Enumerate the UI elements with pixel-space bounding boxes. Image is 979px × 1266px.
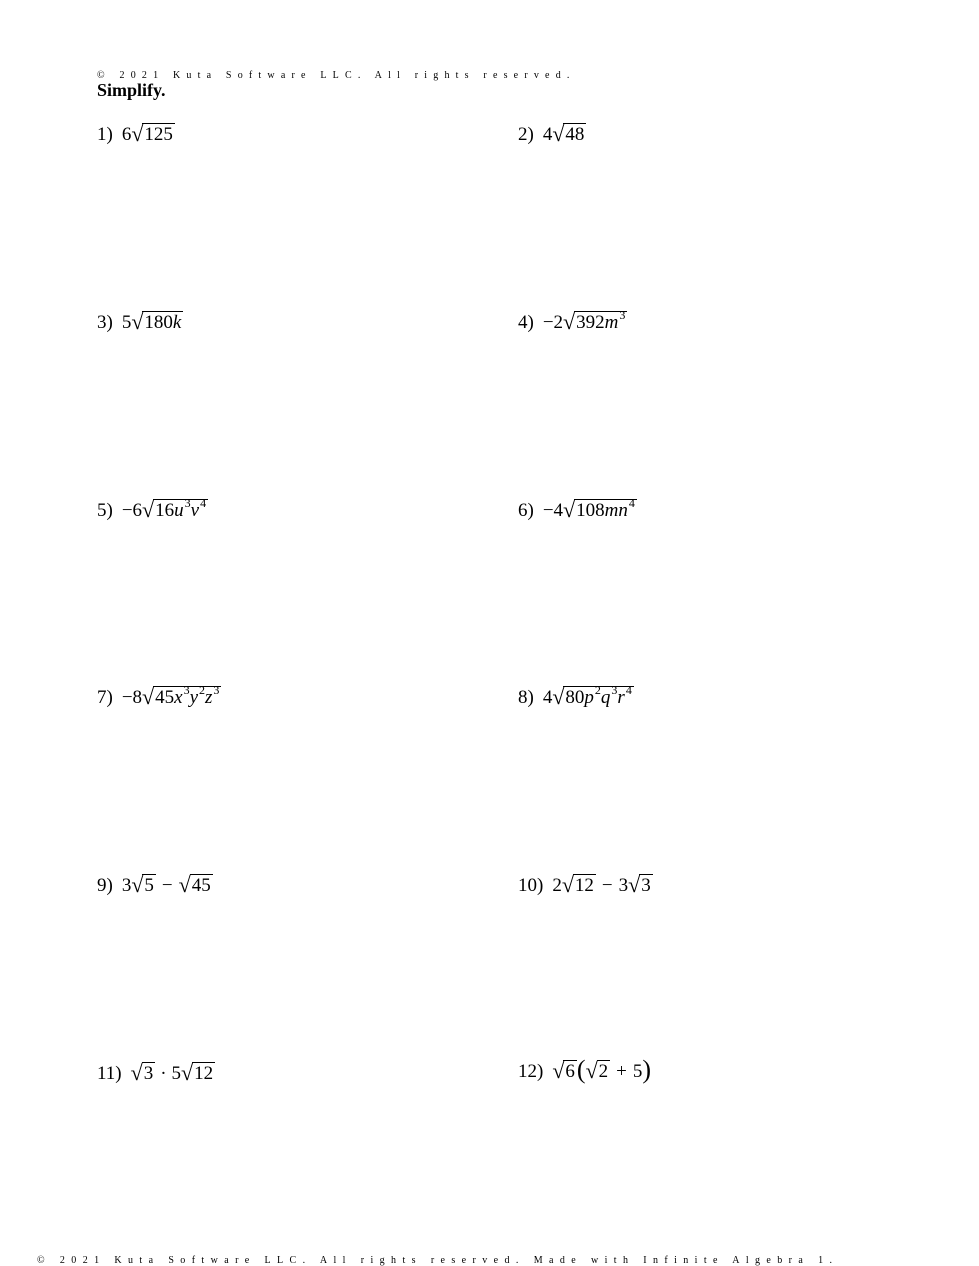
problem-number: 5) <box>97 500 113 521</box>
problem-number: 6) <box>518 500 534 521</box>
problem-number: 8) <box>518 687 534 708</box>
coefficient: 3 <box>121 875 132 896</box>
radical-sign-icon: √ <box>563 497 576 522</box>
coefficient: 4 <box>542 124 553 145</box>
radicand: 6 <box>565 1061 575 1083</box>
coefficient: 3 <box>618 875 629 896</box>
radical <box>563 310 627 332</box>
instructions-heading: Simplify. <box>97 80 166 100</box>
radical-sign-icon: √ <box>131 872 144 897</box>
radicand: 48 <box>565 124 585 145</box>
problem-number: 4) <box>518 312 534 333</box>
problem-number: 11) <box>97 1063 122 1084</box>
radical-sign-icon: √ <box>142 497 155 522</box>
problem-6 <box>518 498 637 520</box>
coefficient: −8 <box>121 687 143 708</box>
problem-number: 3) <box>97 312 113 333</box>
radical-sign-icon: √ <box>561 872 574 897</box>
radical-sign-icon: √ <box>181 1060 194 1085</box>
radical <box>131 310 183 332</box>
radicand: 45 <box>191 875 211 896</box>
radical <box>181 1061 215 1083</box>
coefficient: 6 <box>121 124 132 145</box>
problem-1 <box>97 122 175 144</box>
open-paren: ( <box>576 1055 586 1084</box>
radical-sign-icon: √ <box>552 1058 565 1084</box>
problem-number: 2) <box>518 124 534 145</box>
radical-sign-icon: √ <box>130 1060 143 1085</box>
problem-number: 1) <box>97 124 113 145</box>
radical <box>563 498 637 520</box>
coefficient: 5 <box>121 312 132 333</box>
copyright-header: © 2021 Kuta Software LLC. All rights reserved. <box>97 70 576 81</box>
radical <box>552 685 633 707</box>
radical <box>585 1058 611 1084</box>
radicand: $108mn^4$ <box>576 496 635 521</box>
problem-number: 7) <box>97 687 113 708</box>
minus-operator: − <box>161 875 173 896</box>
radicand: 5 <box>144 875 154 896</box>
radical-sign-icon: √ <box>585 1058 598 1084</box>
problem-number: 9) <box>97 875 113 896</box>
radical <box>562 873 596 895</box>
multiply-operator: · <box>160 1063 167 1084</box>
radical-sign-icon: √ <box>552 684 565 709</box>
problem-11 <box>97 1061 215 1083</box>
problem-number: 10) <box>518 875 544 896</box>
radicand: 3 <box>143 1063 154 1084</box>
radicand: 180k <box>144 312 182 333</box>
term: 5 <box>632 1061 643 1083</box>
problem-10 <box>518 873 653 895</box>
radical-sign-icon: √ <box>142 684 155 709</box>
coefficient: 5 <box>171 1063 182 1084</box>
radicand: 3 <box>641 875 651 896</box>
radical <box>179 873 213 895</box>
radical <box>142 498 208 520</box>
radicand: 12 <box>194 1063 214 1084</box>
problem-12 <box>518 1055 652 1084</box>
radical-sign-icon: √ <box>131 121 144 146</box>
coefficient: −6 <box>121 500 143 521</box>
plus-operator: + <box>616 1061 627 1083</box>
radical <box>552 1058 577 1084</box>
radical <box>131 122 175 144</box>
radical <box>142 685 221 707</box>
problem-2 <box>518 122 586 144</box>
radicand: $45x^3y^2z^3$ <box>155 683 220 708</box>
problem-9 <box>97 873 213 895</box>
radicand: $16u^3v^4$ <box>155 496 207 521</box>
problem-8 <box>518 685 634 707</box>
radical-sign-icon: √ <box>131 309 144 334</box>
radicand: 2 <box>598 1061 609 1083</box>
minus-operator: − <box>601 875 613 896</box>
radicand: $80p^2q^3r^4$ <box>565 683 632 708</box>
radical <box>552 122 586 144</box>
coefficient: −4 <box>542 500 564 521</box>
radicand: $392m^3$ <box>576 308 626 333</box>
radical-sign-icon: √ <box>178 872 191 897</box>
copyright-footer: © 2021 Kuta Software LLC. All rights reserved. Made with Infinite Algebra 1. <box>37 1255 839 1266</box>
radical-sign-icon: √ <box>552 121 565 146</box>
radical-sign-icon: √ <box>563 309 576 334</box>
problem-3 <box>97 310 183 332</box>
radical <box>131 873 156 895</box>
problem-4 <box>518 310 627 332</box>
radical-sign-icon: √ <box>628 872 641 897</box>
radicand: 12 <box>574 875 594 896</box>
radicand: 125 <box>144 124 173 145</box>
problem-5 <box>97 498 208 520</box>
coefficient: 2 <box>552 875 562 896</box>
radical <box>131 1061 156 1083</box>
problem-7 <box>97 685 221 707</box>
problem-number: 12) <box>518 1061 544 1083</box>
close-paren: ) <box>642 1055 652 1084</box>
coefficient: −2 <box>542 312 564 333</box>
radical <box>628 873 653 895</box>
coefficient: 4 <box>542 687 553 708</box>
